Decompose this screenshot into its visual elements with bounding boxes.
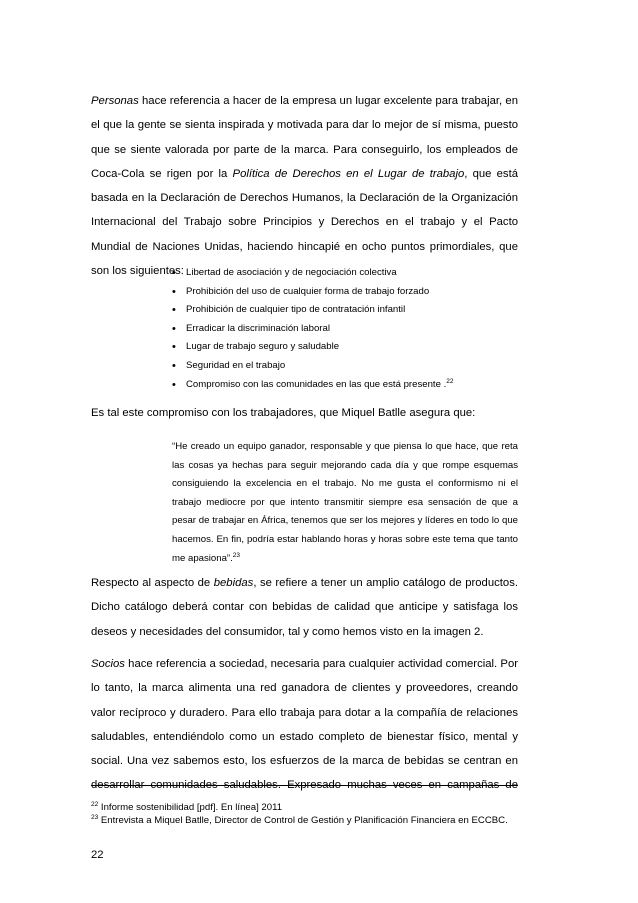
paragraph-bebidas (91, 571, 518, 644)
footnote (91, 814, 531, 827)
paragraph-text: Respecto al aspecto de (91, 577, 214, 589)
quote-text: “He creado un equipo ganador, responsable y que piensa lo que hace, que reta las cosas ya hechas para seguir mejorando cada día y que rompe esquemas consiguiendo la excelencia en el trabajo. No me gusta el conformismo ni el trabajo mediocre por que intento transmitir siempre esa sensación de que a pesar de trabajar en África, tenemos que ser los mejores y líderes en todo lo que hacemos. En fin, podría estar hablando horas y horas sobre este tema que tanto me apasiona”. (172, 441, 518, 564)
list-item-text: Compromiso con las comunidades en las que está presente . (186, 378, 447, 390)
policy-title: Política de Derechos en el Lugar de trabajo (232, 167, 465, 180)
paragraph-personas (91, 89, 518, 283)
rights-list (172, 264, 532, 394)
footnote-number: 23 (91, 813, 99, 821)
footnote-ref: 22 (446, 377, 454, 385)
term-socios: Socios (91, 658, 125, 670)
list-item: • Prohibición de cualquier tipo de contratación infantil (172, 301, 532, 320)
list-item: • Lugar de trabajo seguro y saludable (172, 338, 532, 357)
footnote-ref: 23 (232, 551, 241, 559)
paragraph-socios (91, 652, 518, 798)
paragraph-text: , se refiere a tener un amplio catálogo de productos. Dicho catálogo deberá contar con bebidas de calidad que anticipe y satisfaga los deseos y necesidades del consumidor, tal y como hemos visto en la imagen 2. (91, 577, 518, 638)
paragraph-text: hace referencia a hacer de la empresa un lugar excelente para trabajar, en el que la gente se sienta inspirada y motivada para dar lo mejor de sí misma, puesto que se siente valorada por parte de la marca. Para conseguirlo, los empleados de Coca-Cola se rigen por la (91, 95, 518, 180)
list-item: • Seguridad en el trabajo (172, 357, 532, 376)
paragraph-batlle-intro: Es tal este compromiso con los trabajadores, que Miquel Batlle asegura que: (91, 407, 476, 419)
paragraph-text: hace referencia a sociedad, necesaria para cualquier actividad comercial. Por lo tanto, la marca alimenta una red ganadora de clientes y proveedores, creando valor recíproco y duradero. Para ello trabaja para dotar a la compañía de relaciones saludables, entendiéndolo como un estado completo de bienestar físico, mental y social. Una vez sabemos esto, los esfuerzos de la marca de bebidas se centran en desarrollar comunidades saludables. Expresado muchas veces en campañas de (91, 658, 518, 792)
footnote-text: Informe sostenibilidad [pdf]. En línea] 2011 (98, 802, 283, 813)
term-bebidas: bebidas (213, 577, 254, 589)
list-item: • Prohibición del uso de cualquier forma de trabajo forzado (172, 283, 532, 302)
footnote-separator (91, 785, 518, 786)
batlle-quote (172, 438, 518, 568)
list-item: • Erradicar la discriminación laboral (172, 320, 532, 339)
list-item: • Libertad de asociación y de negociación colectiva (172, 264, 532, 283)
list-item-last (172, 376, 532, 395)
footnotes (91, 801, 531, 827)
footnote-text: Entrevista a Miquel Batlle, Director de Control de Gestión y Planificación Financiera en ECCBC. (98, 815, 508, 826)
footnote (91, 801, 531, 814)
footnote-number: 22 (91, 800, 99, 808)
term-personas: Personas (91, 95, 139, 107)
paragraph-text: , que está basada en la Declaración de Derechos Humanos, la Declaración de la Organización Internacional del Trabajo sobre Principios y Derechos en el trabajo y el Pacto Mundial de Naciones Unidas, haciendo hincapié en ocho puntos primordiales, que son los siguientes: (91, 167, 519, 278)
page-number: 22 (91, 849, 104, 861)
